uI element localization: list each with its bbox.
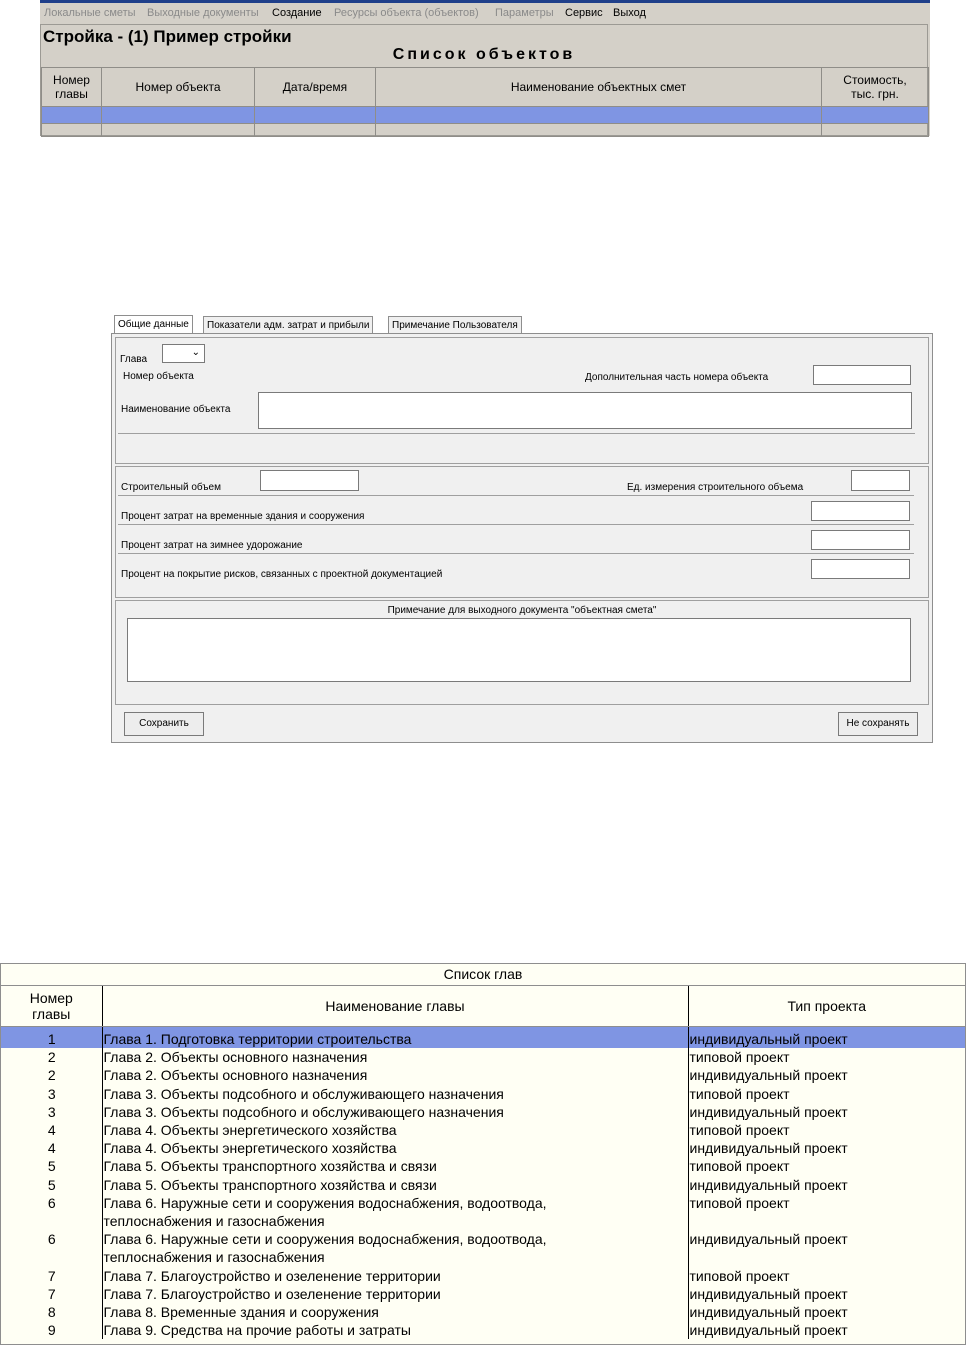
object-no-extra-input[interactable] — [813, 365, 911, 385]
menu-exit[interactable]: Выход — [613, 7, 646, 19]
chapter-no-cell: 1 — [1, 1027, 102, 1049]
table-row[interactable] — [1, 1048, 965, 1066]
project-type-cell: индивидуальный проект — [689, 1285, 848, 1302]
pct-winter-input[interactable] — [811, 530, 910, 550]
tab-admin-costs[interactable]: Показатели адм. затрат и прибыли — [203, 316, 373, 333]
chapter-name-cell — [102, 1027, 688, 1049]
chapter-no-cell: 5 — [1, 1176, 102, 1194]
chapter-name-cell — [102, 1157, 688, 1175]
objects-list-window — [40, 0, 930, 136]
chapter-name-cell — [102, 1176, 688, 1194]
objects-table — [41, 67, 929, 137]
pct-winter-label: Процент затрат на зимнее удорожание — [121, 540, 303, 551]
chapter-no-cell: 6 — [1, 1230, 102, 1266]
chapter-no-cell: 2 — [1, 1048, 102, 1066]
pct-temp-buildings-label: Процент затрат на временные здания и сооружения — [121, 511, 365, 522]
chapter-no-cell: 2 — [1, 1066, 102, 1084]
chapter-name-line: Глава 6. Наружные сети и сооружения водоснабжения, водоотвода, — [103, 1231, 547, 1248]
chapter-no-cell: 7 — [1, 1267, 102, 1285]
chapter-no-cell: 6 — [1, 1194, 102, 1230]
table-row[interactable] — [1, 1176, 965, 1194]
project-type-cell: индивидуальный проект — [689, 1304, 848, 1321]
tab-general[interactable]: Общие данные — [114, 315, 193, 334]
col-datetime[interactable]: Дата/время — [255, 68, 376, 107]
chapter-name-cell — [102, 1321, 688, 1339]
note-title: Примечание для выходного документа "объектная смета" — [387, 605, 657, 616]
table-row[interactable] — [1, 1027, 965, 1049]
project-type-cell: типовой проект — [689, 1267, 790, 1284]
project-type-cell: типовой проект — [689, 1122, 790, 1139]
chapters-list-window — [0, 963, 966, 1345]
chapter-name-cell — [102, 1267, 688, 1285]
chapter-name-line: Глава 7. Благоустройство и озеленение территории — [103, 1267, 441, 1284]
objects-list-title: Список объектов — [392, 46, 576, 63]
table-row[interactable] — [1, 1085, 965, 1103]
general-section — [115, 337, 929, 464]
chapter-no-cell: 7 — [1, 1285, 102, 1303]
chapter-no-cell: 5 — [1, 1157, 102, 1175]
tab-content — [111, 333, 933, 743]
object-no-extra-label: Дополнительная часть номера объекта — [585, 372, 769, 383]
cancel-button[interactable]: Не сохранять — [838, 712, 918, 736]
build-volume-unit-input[interactable] — [851, 470, 910, 491]
project-type-cell: индивидуальный проект — [689, 1103, 848, 1120]
chapter-no-cell: 8 — [1, 1303, 102, 1321]
table-row[interactable] — [42, 107, 929, 124]
table-row[interactable] — [1, 1267, 965, 1285]
menu-output-documents[interactable]: Выходные документы — [147, 7, 259, 19]
chapter-name-cell — [102, 1139, 688, 1157]
pct-temp-buildings-input[interactable] — [811, 501, 910, 521]
chapters-list-title: Список глав — [1, 964, 965, 986]
chapter-label: Глава — [120, 354, 148, 365]
build-volume-input[interactable] — [260, 470, 359, 491]
project-type-cell: индивидуальный проект — [688, 1027, 965, 1049]
project-type-cell: типовой проект — [689, 1085, 790, 1102]
menu-parameters[interactable]: Параметры — [495, 7, 554, 19]
chapter-name-cell — [102, 1121, 688, 1139]
col-estimate-name[interactable]: Наименование объектных смет — [376, 68, 822, 107]
chapter-name-line: Глава 2. Объекты основного назначения — [103, 1067, 368, 1084]
chapter-name-line: Глава 7. Благоустройство и озеленение территории — [103, 1285, 441, 1302]
col-chapter-no[interactable]: Номер главы — [1, 986, 102, 1027]
chapter-select[interactable] — [162, 344, 205, 363]
divider — [118, 495, 914, 496]
chapter-no-cell: 3 — [1, 1085, 102, 1103]
object-name-input[interactable] — [258, 392, 912, 429]
chapter-name-line: Глава 1. Подготовка территории строительства — [103, 1031, 412, 1047]
project-type-cell: индивидуальный проект — [689, 1067, 848, 1084]
table-row[interactable] — [42, 124, 929, 137]
divider — [118, 553, 914, 554]
chapter-name-cell — [102, 1230, 688, 1266]
construction-title: Стройка - (1) Пример стройки — [43, 27, 292, 46]
table-row[interactable] — [1, 1121, 965, 1139]
col-chapter-no[interactable]: Номер главы — [42, 68, 102, 107]
project-type-cell: индивидуальный проект — [689, 1140, 848, 1157]
menu-service[interactable]: Сервис — [565, 7, 603, 19]
chapter-no-cell: 4 — [1, 1139, 102, 1157]
col-object-no[interactable]: Номер объекта — [102, 68, 255, 107]
chapter-no-cell: 4 — [1, 1121, 102, 1139]
table-row[interactable] — [1, 1303, 965, 1321]
chapter-no-cell: 9 — [1, 1321, 102, 1339]
chapter-name-line: Глава 4. Объекты энергетического хозяйства — [103, 1122, 397, 1139]
col-chapter-name[interactable]: Наименование главы — [102, 986, 688, 1027]
chapter-name-line: Глава 3. Объекты подсобного и обслуживающего назначения — [103, 1085, 504, 1102]
table-row[interactable] — [1, 1157, 965, 1175]
menu-object-resources[interactable]: Ресурсы объекта (объектов) — [334, 7, 479, 19]
chapter-no-cell: 3 — [1, 1103, 102, 1121]
save-button[interactable]: Сохранить — [124, 712, 204, 736]
project-type-cell: индивидуальный проект — [689, 1231, 848, 1248]
chapter-name-line: Глава 5. Объекты транспортного хозяйства и связи — [103, 1176, 437, 1193]
object-no-label: Номер объекта — [123, 371, 194, 382]
chapter-name-line: теплоснабжения и газоснабжения — [103, 1249, 325, 1266]
objects-table-header — [42, 68, 929, 107]
note-section — [115, 600, 929, 705]
chapter-name-cell — [102, 1048, 688, 1066]
object-name-label: Наименование объекта — [121, 404, 231, 415]
chapter-name-line: Глава 3. Объекты подсобного и обслуживающего назначения — [103, 1103, 504, 1120]
project-type-cell: индивидуальный проект — [689, 1322, 848, 1339]
chevron-down-icon: ⌄ — [191, 347, 200, 358]
chapter-name-cell — [102, 1194, 688, 1230]
object-edit-form — [111, 315, 933, 743]
pct-risks-label: Процент на покрытие рисков, связанных с проектной документацией — [121, 569, 443, 580]
chapter-name-line: Глава 5. Объекты транспортного хозяйства и связи — [103, 1158, 437, 1175]
menu-local-estimates[interactable]: Локальные сметы — [44, 7, 136, 19]
table-row[interactable] — [1, 1103, 965, 1121]
chapter-name-line: Глава 6. Наружные сети и сооружения водоснабжения, водоотвода, — [103, 1194, 547, 1211]
chapter-name-line: теплоснабжения и газоснабжения — [103, 1213, 325, 1230]
menu-create[interactable]: Создание — [272, 7, 322, 19]
menu-bar — [40, 0, 930, 24]
parameters-section — [115, 466, 929, 598]
table-row[interactable] — [1, 1194, 965, 1230]
tab-user-note[interactable]: Примечание Пользователя — [388, 316, 522, 333]
table-row[interactable] — [1, 1321, 965, 1339]
table-row[interactable] — [1, 1066, 965, 1084]
chapter-name-line: Глава 9. Средства на прочие работы и затраты — [103, 1322, 411, 1339]
project-type-cell: типовой проект — [689, 1158, 790, 1175]
divider — [118, 524, 914, 525]
table-row[interactable] — [1, 1285, 965, 1303]
col-cost[interactable]: Стоимость, тыс. грн. — [822, 68, 929, 107]
pct-risks-input[interactable] — [811, 559, 910, 579]
chapter-name-cell — [102, 1285, 688, 1303]
chapters-table-header — [1, 986, 965, 1027]
chapter-name-cell — [102, 1103, 688, 1121]
chapter-name-cell — [102, 1066, 688, 1084]
chapter-name-line: Глава 2. Объекты основного назначения — [103, 1049, 368, 1066]
build-volume-unit-label: Ед. измерения строительного объема — [627, 482, 804, 493]
divider — [118, 433, 915, 434]
table-row[interactable] — [1, 1139, 965, 1157]
chapters-table — [1, 986, 965, 1339]
project-type-cell: типовой проект — [689, 1194, 790, 1211]
project-type-cell: индивидуальный проект — [689, 1176, 848, 1193]
chapter-name-cell — [102, 1303, 688, 1321]
note-textarea[interactable] — [127, 618, 911, 682]
chapter-name-line: Глава 8. Временные здания и сооружения — [103, 1304, 379, 1321]
chapter-name-cell — [102, 1085, 688, 1103]
build-volume-label: Строительный объем — [121, 482, 221, 493]
table-row[interactable] — [1, 1230, 965, 1266]
col-project-type[interactable]: Тип проекта — [688, 986, 965, 1027]
project-type-cell: типовой проект — [689, 1049, 790, 1066]
chapter-name-line: Глава 4. Объекты энергетического хозяйства — [103, 1140, 397, 1157]
